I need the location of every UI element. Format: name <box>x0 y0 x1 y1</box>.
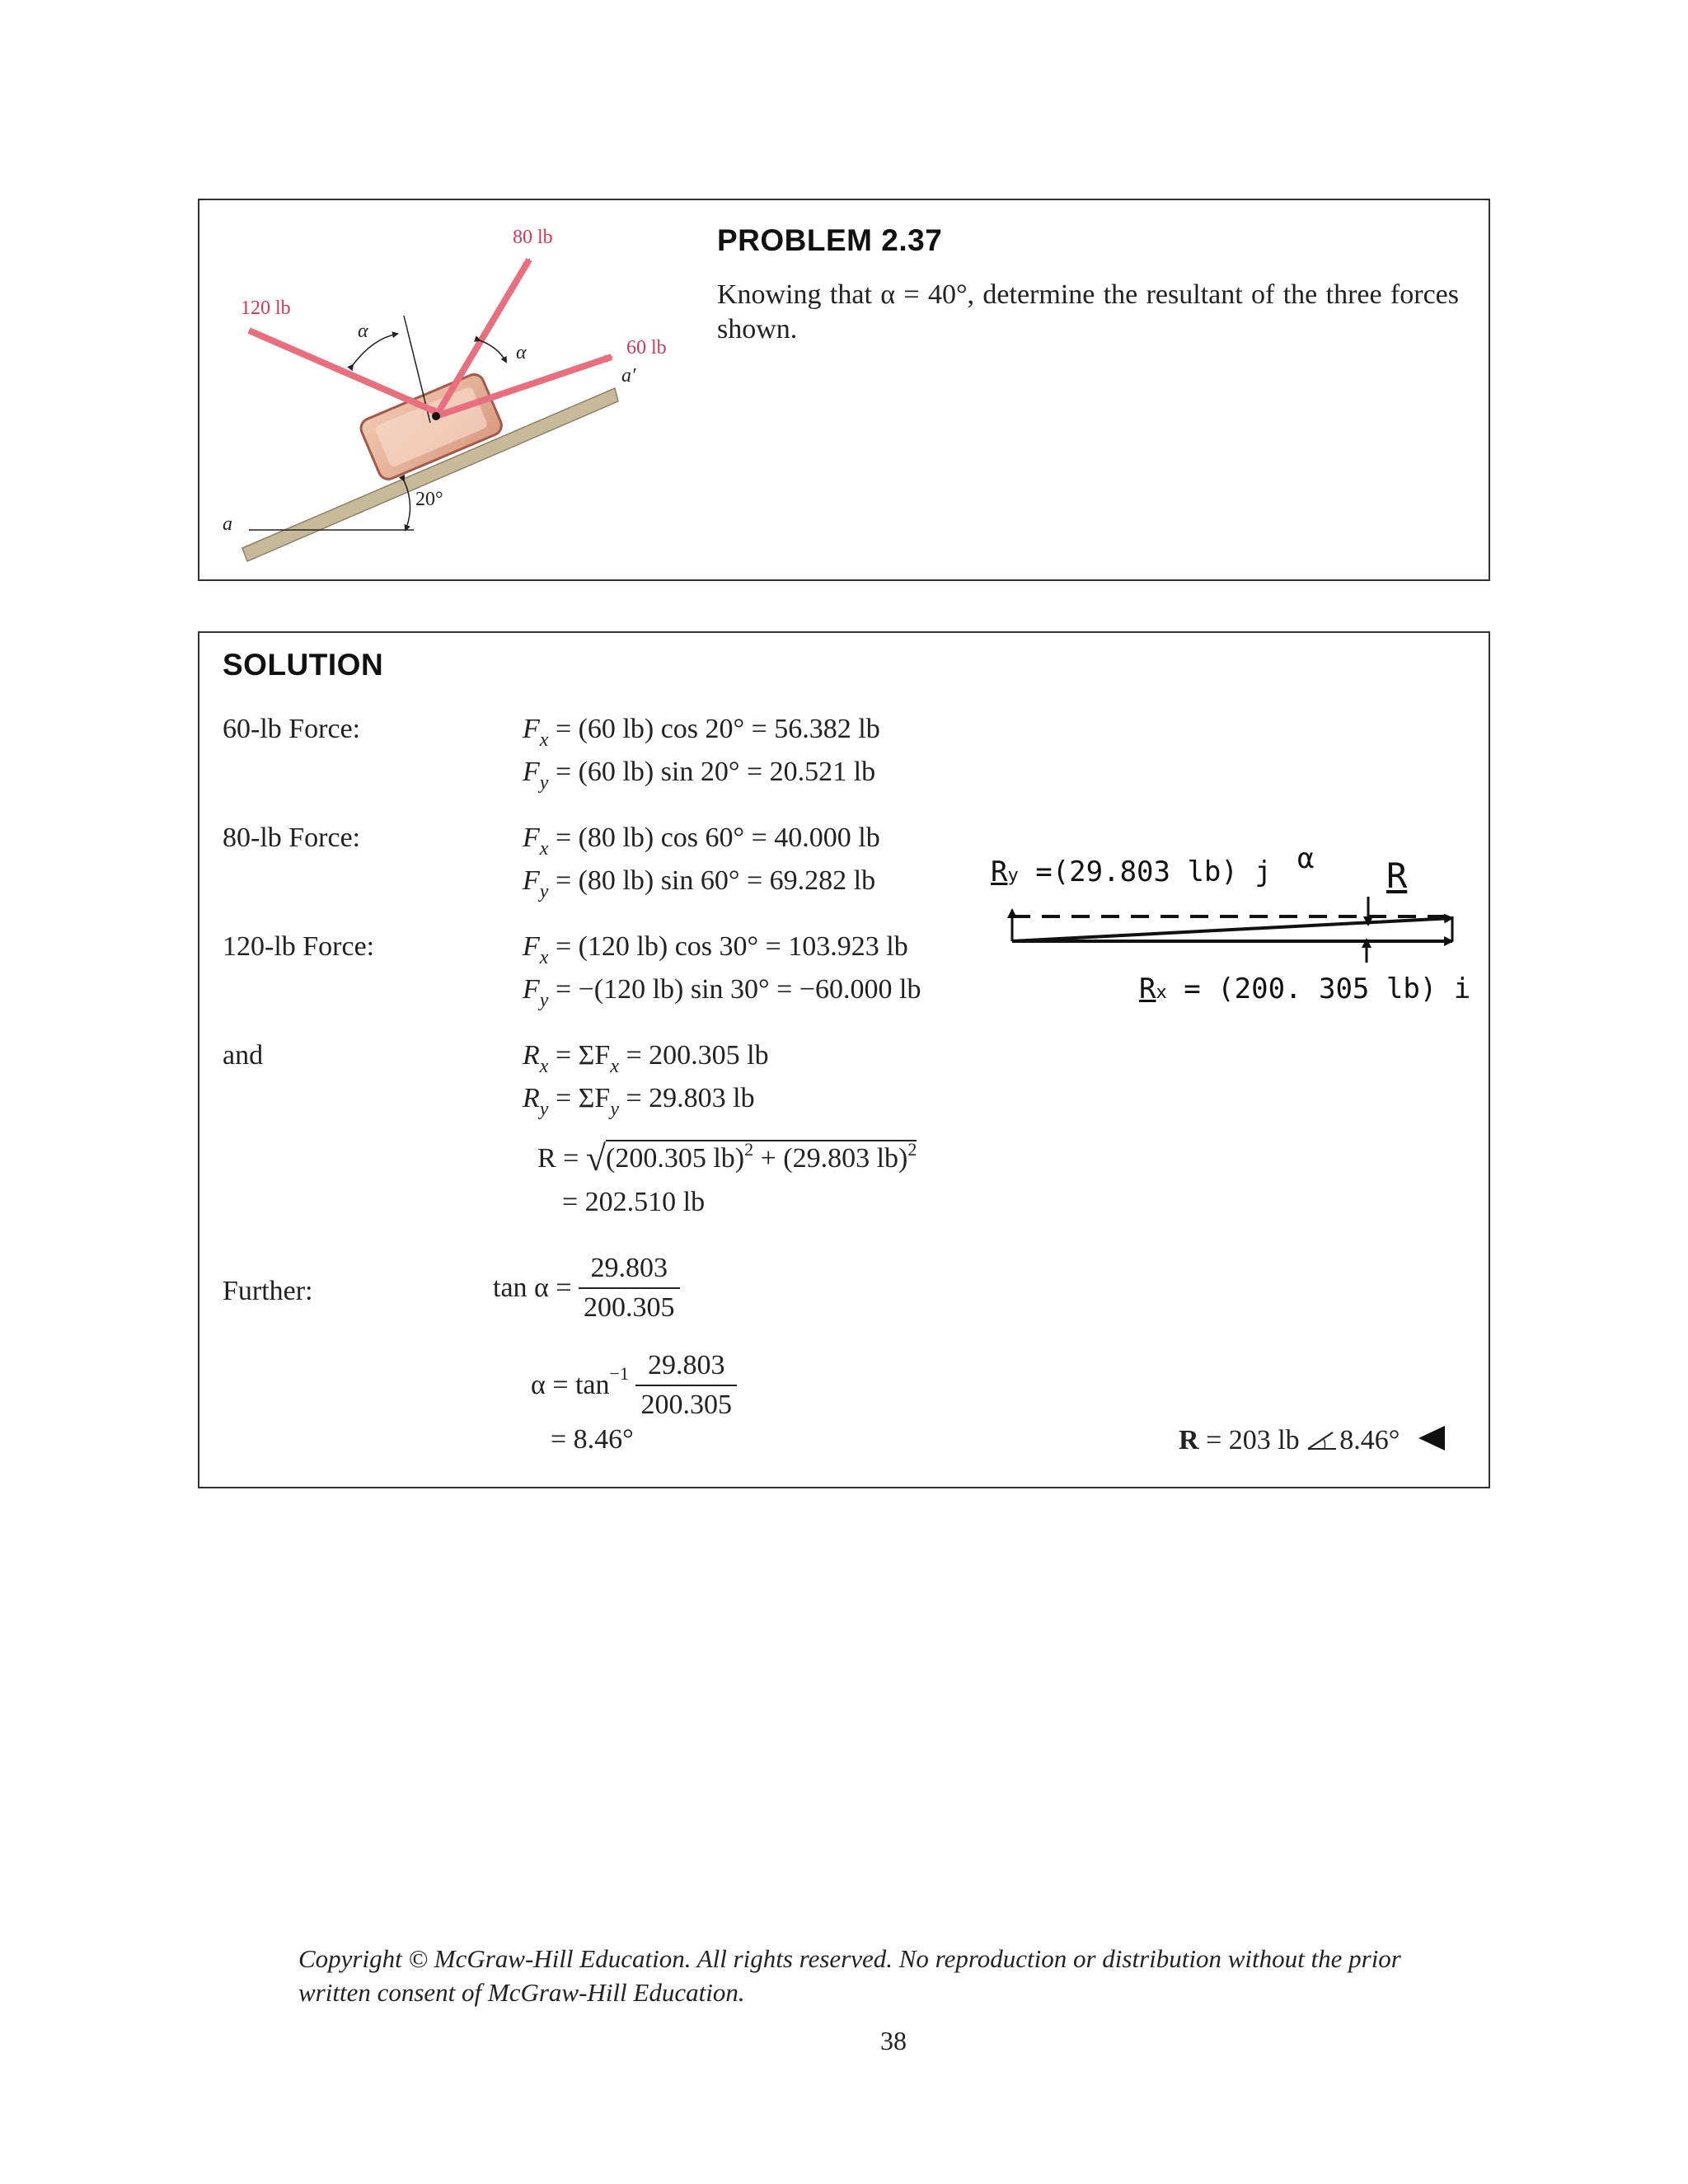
tan-numerator: 29.803 <box>579 1253 680 1289</box>
solution-title: SOLUTION <box>223 648 384 682</box>
force80-fx: $F_x = (80$ lb) cos 60° = 40.000 lb <box>523 823 880 860</box>
sketch-ry-label: Ry =(29.803 lb) j <box>991 855 1272 888</box>
copyright-line-1: Copyright © McGraw-Hill Education. All rights reserved. No reproduction or distribution without the prior <box>298 1944 1401 1973</box>
resultant-magnitude: R = √(200.305 lb)$^2$ + (29.803 lb)$^2$ <box>537 1138 917 1179</box>
sketch-r-arrow <box>1012 918 1452 941</box>
point-a-prime-label: a′ <box>621 365 636 387</box>
tan-alpha-equation: tan α = $\frac{29.803}{200.305}$ <box>493 1253 680 1324</box>
application-point <box>432 412 440 420</box>
angle-symbol-icon <box>1306 1427 1339 1451</box>
problem-box <box>198 199 1490 581</box>
final-answer: R = 203 lb 8.46° <box>1179 1424 1448 1456</box>
force120-fy: $F_y = -(120$ lb) sin 30° = −60.000 lb <box>523 974 921 1011</box>
copyright-line-2: written consent of McGraw-Hill Education. <box>298 1978 745 2007</box>
further-label: Further: <box>223 1276 313 1306</box>
force120-label: 120-lb Force: <box>223 931 375 962</box>
resultant-label: and <box>223 1040 264 1071</box>
alpha-right-label: α <box>516 342 527 363</box>
force60-label: 60-lb Force: <box>223 714 361 744</box>
point-a-label: a <box>223 513 232 535</box>
page-number: 38 <box>880 2026 907 2055</box>
force80-label: 80-lb Force: <box>223 823 361 853</box>
resultant-rx: $R_x = \Sigma F_x = 200.305$ lb <box>523 1040 769 1077</box>
alpha-denominator: 200.305 <box>640 1390 732 1420</box>
sketch-rx-label: Rx = (200. 305 lb) i <box>1139 972 1471 1005</box>
force60-fy: $F_y = (60$ lb) sin 20° = 20.521 lb <box>523 757 876 794</box>
solution-box <box>198 631 1490 1488</box>
force-60-label: 60 lb <box>626 337 667 359</box>
resultant-result: = 202.510 lb <box>562 1187 706 1217</box>
force-120-label: 120 lb <box>241 298 291 319</box>
tan-denominator: 200.305 <box>584 1292 675 1323</box>
problem-title: PROBLEM 2.37 <box>717 223 943 257</box>
force80-fy: $F_y = (80$ lb) sin 60° = 69.282 lb <box>523 865 876 902</box>
force60-fx: $F_x = (60$ lb) cos 20° = 56.382 lb <box>523 714 880 751</box>
problem-figure <box>199 200 710 579</box>
alpha-result: = 8.46° <box>551 1424 634 1455</box>
force-80-label: 80 lb <box>513 227 553 248</box>
alpha-numerator: 29.803 <box>635 1350 737 1386</box>
answer-marker-icon <box>1415 1424 1448 1452</box>
force120-fx: $F_x = (120$ lb) cos 30° = 103.923 lb <box>523 931 908 968</box>
sketch-r-label: R <box>1386 855 1408 896</box>
alpha-arc-right <box>480 340 506 362</box>
problem-statement: Knowing that α = 40°, determine the resultant of the three forces shown. <box>717 279 1459 344</box>
resultant-ry: $R_y = \Sigma F_y = 29.803$ lb <box>523 1083 755 1120</box>
angle-20-label: 20° <box>415 489 443 510</box>
alpha-left-label: α <box>358 321 368 342</box>
alpha-equation: $\alpha = \tan^{-1}$ $\frac{29.803}{200.305}$ <box>531 1350 737 1421</box>
sketch-alpha-label: α <box>1297 842 1315 875</box>
